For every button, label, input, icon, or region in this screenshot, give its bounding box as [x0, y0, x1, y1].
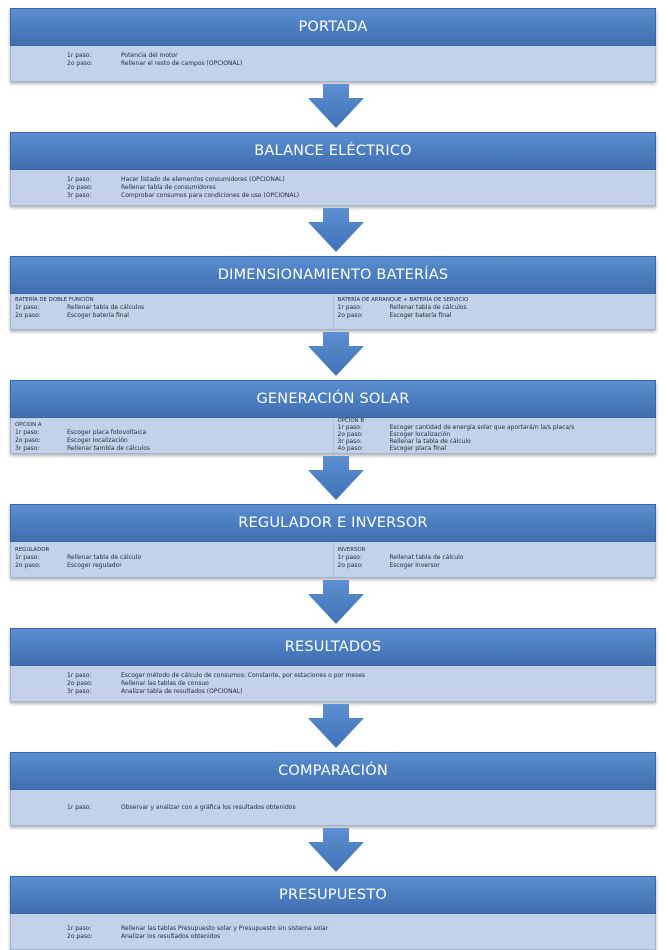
section-title: GENERACIÓN SOLAR [10, 380, 656, 418]
step-text: Analizar los resultados obtenidos [121, 933, 221, 940]
flow-arrow [10, 206, 656, 256]
step-text: Rellenar las tablas Presupuesto solar y Presupuesto sin sistema solar [121, 925, 329, 932]
option-column [11, 418, 333, 453]
section-dimensionamiento-baterias [10, 256, 656, 330]
option-column [333, 294, 656, 329]
step-label: 2o paso: [15, 312, 41, 319]
section-comparacion [10, 752, 656, 826]
step-text: Rellenar el resto de campos (OPCIONAL) [121, 60, 243, 67]
step-label: 2o paso: [67, 680, 93, 687]
step-row [15, 437, 333, 445]
column-title: BATERÍA DE ARRANQUE + BATERÍA DE SERVICIO [337, 297, 469, 303]
step-row [67, 925, 328, 933]
step-row [338, 312, 656, 320]
step-row [67, 52, 242, 60]
step-row [15, 554, 333, 562]
section-body [10, 666, 656, 702]
step-text: Rellenar tabla de cálculo [67, 554, 142, 561]
option-column [11, 294, 333, 329]
step-row [338, 554, 656, 562]
step-label: 4o paso: [337, 445, 364, 452]
step-text: Escoger inversor [389, 562, 440, 569]
section-title: RESULTADOS [10, 628, 656, 666]
option-column [333, 542, 656, 577]
step-row [67, 60, 242, 68]
column-title: INVERSOR [337, 547, 366, 553]
step-row [67, 680, 365, 688]
step-label: 2o paso: [15, 562, 41, 569]
step-label: 1r paso: [67, 176, 92, 183]
step-label: 2o paso: [15, 437, 41, 444]
section-title: BALANCE ELÉCTRICO [10, 132, 656, 170]
step-text: Hacer listado de elementos consumidores (OPCIONAL) [121, 176, 285, 183]
section-body [10, 542, 656, 578]
step-label: 1r paso: [15, 554, 40, 561]
step-row [338, 445, 656, 452]
section-body [10, 294, 656, 330]
step-label: 2o paso: [337, 431, 364, 438]
step-row [67, 688, 365, 696]
step-row [15, 445, 333, 453]
step-text: Rellenar tabla de cálculos [389, 304, 467, 311]
section-portada [10, 8, 656, 82]
step-label: 1r paso: [337, 554, 362, 561]
section-presupuesto [10, 876, 656, 950]
step-row [338, 424, 656, 431]
step-text: Escoger batería final [389, 312, 452, 319]
flow-arrow [10, 330, 656, 380]
column-title: BATERÍA DE DOBLE FUNCIÓN [15, 297, 94, 303]
step-row [338, 562, 656, 570]
section-title: REGULADOR E INVERSOR [10, 504, 656, 542]
option-column [333, 418, 656, 453]
step-label: 3r paso: [67, 688, 92, 695]
step-row [67, 184, 299, 192]
step-text: Rellenar tambla de cálculos [67, 445, 151, 452]
step-label: 1r paso: [67, 804, 92, 811]
section-generacion-solar [10, 380, 656, 454]
step-label: 1r paso: [15, 429, 40, 436]
step-text: Escoger método de cálculo de consumos: Constante, por estaciones o por meses [121, 672, 366, 679]
section-title: PRESUPUESTO [10, 876, 656, 914]
section-title: COMPARACIÓN [10, 752, 656, 790]
down-arrow-icon [308, 580, 364, 624]
flow-arrow [10, 454, 656, 504]
step-text: Escoger localización [389, 431, 451, 438]
down-arrow-icon [308, 208, 364, 252]
step-text: Observar y analizar con a gráfica los resultados obtenidos [121, 804, 296, 811]
step-label: 2o paso: [67, 933, 93, 940]
flow-arrow [10, 578, 656, 628]
step-row [15, 562, 333, 570]
section-body [10, 418, 656, 454]
step-row [67, 176, 299, 184]
option-column [11, 542, 333, 577]
step-label: 1r paso: [15, 304, 40, 311]
column-title: OPCION B [337, 418, 365, 424]
step-text: Rellenar tabla de cálculos [67, 304, 145, 311]
section-resultados [10, 628, 656, 702]
step-text: Escoger placa final [389, 445, 447, 452]
column-title: REGULADOR [15, 547, 50, 553]
step-label: 3r paso: [67, 192, 92, 199]
step-row [67, 192, 299, 200]
step-label: 1r paso: [67, 52, 92, 59]
section-body [10, 790, 656, 826]
step-label: 2o paso: [337, 562, 364, 569]
step-text: Escoger batería final [67, 312, 129, 319]
step-text: Escoger regulador [67, 562, 122, 569]
step-label: 1r paso: [337, 304, 362, 311]
step-label: 1r paso: [67, 672, 92, 679]
step-label: 3r paso: [337, 438, 362, 445]
step-row [338, 438, 656, 445]
step-text: Rellenar las tablas de consuo [121, 680, 209, 687]
down-arrow-icon [308, 828, 364, 872]
flow-arrow [10, 826, 656, 876]
down-arrow-icon [308, 84, 364, 128]
step-text: Rellenar la tabla de cálculo [389, 438, 471, 445]
section-regulador-inversor [10, 504, 656, 578]
step-label: 1r paso: [337, 424, 362, 431]
step-label: 2o paso: [67, 184, 93, 191]
flow-arrow [10, 82, 656, 132]
down-arrow-icon [308, 332, 364, 376]
step-text: Comprobar consumos para condiciones de uso (OPCIONAL) [121, 192, 300, 199]
column-title: OPCION A [15, 422, 42, 428]
section-body [10, 46, 656, 82]
step-text: Analizar tabla de resultados (OPCIONAL) [121, 688, 243, 695]
step-row [338, 431, 656, 438]
step-row [15, 429, 333, 437]
step-row [67, 933, 328, 941]
step-label: 1r paso: [67, 925, 92, 932]
flow-arrow [10, 702, 656, 752]
step-row [67, 672, 365, 680]
step-label: 2o paso: [67, 60, 93, 67]
section-balance-electrico [10, 132, 656, 206]
section-title: DIMENSIONAMIENTO BATERÍAS [10, 256, 656, 294]
down-arrow-icon [308, 456, 364, 500]
step-label: 3r paso: [15, 445, 40, 452]
step-text: Escoger cantidad de energía solar que aportará/n la/s placa/s [389, 424, 575, 431]
section-body [10, 170, 656, 206]
section-body [10, 914, 656, 950]
step-text: Rellenat tabla de cálculo [389, 554, 464, 561]
step-row [338, 304, 656, 312]
step-text: Potencia del motor [121, 52, 178, 59]
step-row [67, 804, 296, 812]
step-row [15, 304, 333, 312]
down-arrow-icon [308, 704, 364, 748]
step-row [15, 312, 333, 320]
step-text: Escoger localización [67, 437, 128, 444]
step-label: 2o paso: [337, 312, 364, 319]
step-text: Rellenar tabla de consumidores [121, 184, 216, 191]
section-title: PORTADA [10, 8, 656, 46]
step-text: Escoger placa fotovoltaica [67, 429, 147, 436]
flow-diagram [10, 8, 656, 950]
